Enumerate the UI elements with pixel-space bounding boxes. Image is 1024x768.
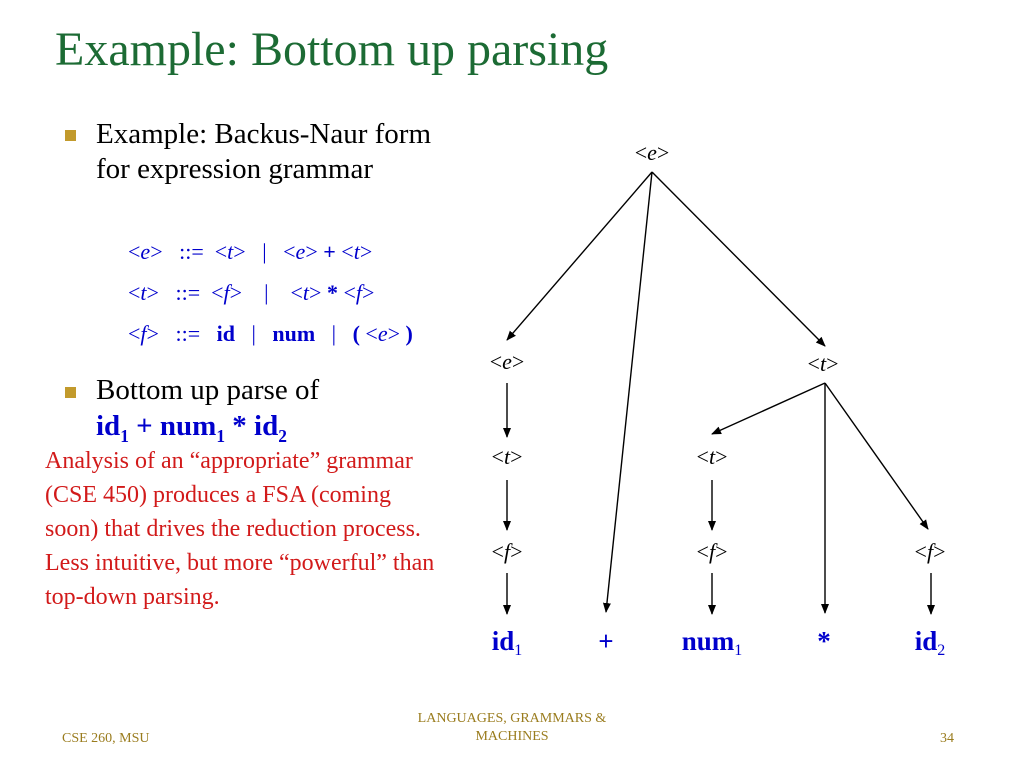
node-f-right: <f> (914, 539, 946, 564)
grammar-rule-f: <f> ::= id | num | ( <e> ) (128, 321, 413, 346)
leaf-id1: id1 (491, 626, 523, 659)
bullet-text-parse: Bottom up parse of (96, 374, 320, 406)
edge-root-plus (606, 172, 652, 612)
footer-page-number: 34 (940, 731, 954, 746)
node-t-top: <t> (807, 351, 839, 376)
node-t-mid: <t> (696, 444, 728, 469)
leaf-num1: num1 (681, 626, 743, 659)
leaf-plus: + (598, 626, 614, 656)
slide-title: Example: Bottom up parsing (55, 23, 609, 76)
parse-expression: $id_1 + num_1 * id_2$ (96, 410, 287, 446)
edge-root-e (507, 172, 652, 340)
node-t-left: <t> (491, 444, 523, 469)
grammar-rule-e: <e> ::= <t> | <e> + <t> (128, 239, 373, 264)
analysis-note: Analysis of an “appropriate” grammar (CSE 450) produces a FSA (coming soon) that drives the reduction process. Less intuitive, but more “powerful” than top-down parsing. (45, 448, 435, 610)
footer-course: CSE 260, MSU (62, 731, 150, 746)
footer-topic: LANGUAGES, GRAMMARS & MACHINES (417, 711, 607, 744)
edge-t-t (712, 383, 825, 434)
grammar-rule-t: <t> ::= <f> | <t> * <f> (128, 280, 375, 305)
node-e: <e> (489, 349, 525, 374)
node-f-left: <f> (491, 539, 523, 564)
leaf-star: * (817, 626, 831, 656)
edge-root-t (652, 172, 825, 346)
leaf-id2: id2 (914, 626, 946, 659)
node-f-mid: <f> (696, 539, 728, 564)
edge-t-f-right (825, 383, 928, 529)
node-root-e: <e> (634, 140, 670, 165)
bullet-text-bnf: Example: Backus-Naur form for expression grammar (96, 118, 432, 185)
